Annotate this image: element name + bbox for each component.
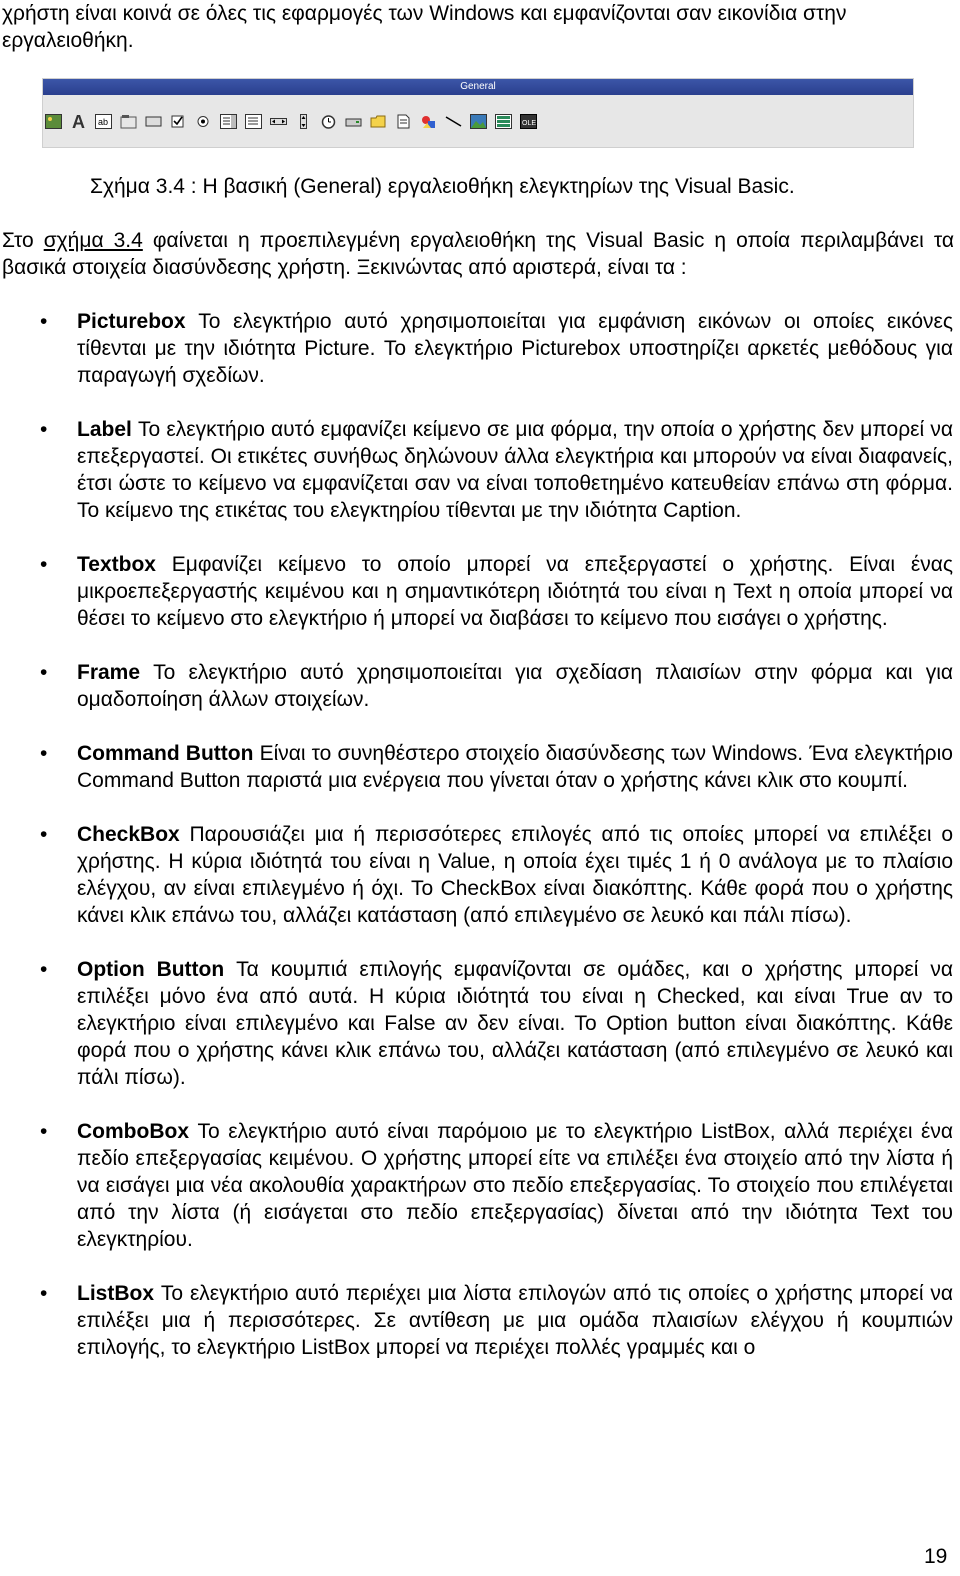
image-icon bbox=[470, 113, 487, 130]
list-item bbox=[0, 1118, 960, 1253]
label-icon: A bbox=[72, 111, 85, 132]
list-item bbox=[0, 1280, 960, 1361]
page-number: 19 bbox=[924, 1545, 948, 1568]
listbox-icon bbox=[245, 113, 262, 130]
item-term: ListBox bbox=[77, 1282, 155, 1305]
item-term: CheckBox bbox=[77, 823, 180, 846]
list-item bbox=[0, 416, 960, 524]
combobox-icon bbox=[220, 113, 237, 130]
checkbox-icon bbox=[170, 113, 187, 130]
line-icon bbox=[445, 113, 462, 130]
toolbox-icons bbox=[45, 113, 545, 130]
data-icon bbox=[495, 113, 512, 130]
option-button-icon bbox=[195, 113, 212, 130]
bullet-icon: • bbox=[40, 1120, 48, 1143]
file-icon bbox=[395, 113, 412, 130]
bullet-icon: • bbox=[40, 1282, 48, 1305]
item-term: Frame bbox=[77, 661, 141, 684]
list-item bbox=[0, 659, 960, 713]
bullet-icon: • bbox=[40, 418, 48, 441]
intro-paragraph bbox=[2, 227, 954, 281]
item-term: Textbox bbox=[77, 553, 156, 576]
figure-reference-link[interactable]: σχήμα 3.4 bbox=[43, 229, 143, 252]
item-description: Είναι το συνηθέστερο στοιχείο διασύνδεσης των Windows. Ένα ελεγκτήριο Command Button παριστά μια ενέργεια που γίνεται όταν ο χρήστης κάνει κλικ στο κουμπί. bbox=[77, 742, 953, 792]
controls-list bbox=[0, 308, 960, 1388]
toolbox-title: General bbox=[43, 79, 913, 95]
bullet-icon: • bbox=[40, 823, 48, 846]
shape-icon bbox=[420, 113, 437, 130]
item-description: Το ελεγκτήριο αυτό χρησιμοποιείται για σχεδίαση πλαισίων στην φόρμα και για ομαδοποίηση άλλων στοιχείων. bbox=[77, 661, 953, 711]
list-item bbox=[0, 956, 960, 1091]
item-description: Εμφανίζει κείμενο το οποίο μπορεί να επεξεργαστεί ο χρήστης. Είναι ένας μικροεπεξεργαστής κειμένου και η σημαντικότερη ιδιότητά του είναι η Text η οποία μπορεί να θέσει το κείμενο στο ελεγκτήριο ή μπορεί να διαβάσει το κείμενο που εισάγει ο χρήστης. bbox=[77, 553, 953, 630]
item-term: Picturebox bbox=[77, 310, 186, 333]
bullet-icon: • bbox=[40, 553, 48, 576]
item-description: Το ελεγκτήριο αυτό περιέχει μια λίστα επιλογών από τις οποίες ο χρήστης μπορεί να επιλέξει μια ή περισσότερες. Σε αντίθεση με μια ομάδα πλαισίων ελέγχου ή κουμπιών επιλογής, το ελεγκτήριο ListBox μπορεί να περιέχει πολλές γραμμές και ο bbox=[77, 1282, 953, 1359]
list-item bbox=[0, 740, 960, 794]
textbox-icon bbox=[95, 113, 112, 130]
ole-icon bbox=[520, 113, 537, 130]
frame-icon bbox=[120, 113, 137, 130]
list-item bbox=[0, 308, 960, 389]
drive-icon bbox=[345, 113, 362, 130]
item-term: Label bbox=[77, 418, 132, 441]
item-term: Command Button bbox=[77, 742, 254, 765]
item-term: ComboBox bbox=[77, 1120, 189, 1143]
item-description: Τα κουμπιά επιλογής εμφανίζονται σε ομάδες, και ο χρήστης μπορεί να επιλέξει μόνο ένα από αυτά. Η κύρια ιδιότητά του είναι η Checked, και είναι True αν το ελεγκτήριο είναι επιλεγμένο και False αν δεν είναι. Το Option button είναι διακόπτης. Κάθε φορά που ο χρήστης κάνει κλικ επάνω του, αλλάζει κατάσταση (από επιλεγμένο σε λευκό και πάλι πίσω). bbox=[77, 958, 953, 1089]
item-description: Το ελεγκτήριο αυτό εμφανίζει κείμενο σε μια φόρμα, την οποία ο χρήστης δεν μπορεί να επεξεργαστεί. Οι ετικέτες συνήθως δηλώνουν άλλα ελεγκτήρια και μπορούν να είναι διαφανείς, έτσι ώστε το κείμενο να εμφανίζεται σαν να είναι τοποθετημένο κατευθείαν επάνω στη φόρμα. Το κείμενο της ετικέτας του ελεγκτηρίου τίθενται με την ιδιότητα Caption. bbox=[77, 418, 953, 522]
toolbox-figure bbox=[42, 78, 914, 148]
hscroll-icon bbox=[270, 113, 287, 130]
bullet-icon: • bbox=[40, 661, 48, 684]
picture-icon bbox=[45, 113, 62, 130]
svg-text:ab: ab bbox=[98, 117, 109, 127]
figure-caption: Σχήμα 3.4 : Η βασική (General) εργαλειοθήκη ελεγκτηρίων της Visual Basic. bbox=[90, 175, 795, 198]
intro-text: χρήστη είναι κοινά σε όλες τις εφαρμογές των Windows και εμφανίζονται σαν εικονίδια στην εργαλειοθήκη. bbox=[2, 2, 847, 52]
item-description: Το ελεγκτήριο αυτό χρησιμοποιείται για εμφάνιση εικόνων οι οποίες εικόνες τίθενται με την ιδιότητα Picture. Το ελεγκτήριο Picturebox υποστηρίζει αρκετές μεθόδους για παραγωγή σχεδίων. bbox=[77, 310, 953, 387]
item-description: Το ελεγκτήριο αυτό είναι παρόμοιο με το ελεγκτήριο ListBox, αλλά περιέχει ένα πεδίο επεξεργασίας κειμένου. Ο χρήστης μπορεί είτε να επιλέξει ένα στοιχείο από την λίστα ή να εισάγει μια νέα ακολουθία χαρακτήρων στο πεδίο επεξεργασίας. Το στοιχείο που επιλέγεται από την λίστα (ή εισάγεται στο πεδίο επεξεργασίας) δίνεται από την ιδιότητα Text του ελεγκτηρίου. bbox=[77, 1120, 953, 1251]
svg-text:OLE: OLE bbox=[522, 120, 537, 127]
vscroll-icon bbox=[295, 113, 312, 130]
timer-icon bbox=[320, 113, 337, 130]
list-item bbox=[0, 821, 960, 929]
paragraph-rest: φαίνεται η προεπιλεγμένη εργαλειοθήκη της Visual Basic η οποία περιλαμβάνει τα βασικά στοιχεία διασύνδεσης χρήστη. Ξεκινώντας από αριστερά, είναι τα : bbox=[2, 229, 954, 279]
item-term: Option Button bbox=[77, 958, 225, 981]
command-button-icon bbox=[145, 113, 162, 130]
bullet-icon: • bbox=[40, 310, 48, 333]
bullet-icon: • bbox=[40, 958, 48, 981]
list-item bbox=[0, 551, 960, 632]
item-description: Παρουσιάζει μια ή περισσότερες επιλογές από τις οποίες μπορεί να επιλέξει ο χρήστης. Η κύρια ιδιότητά του είναι η Value, η οποία έχει τιμές 1 ή 0 ανάλογα με το πλαίσιο ελέγχου, αν είναι επιλεγμένο ή όχι. Το CheckBox είναι διακόπτης. Κάθε φορά που ο χρήστης κάνει κλικ επάνω του, αλλάζει κατάσταση (από επιλεγμένο σε λευκό και πάλι πίσω). bbox=[77, 823, 953, 927]
paragraph-start: Στο bbox=[2, 229, 44, 252]
dir-icon bbox=[370, 113, 387, 130]
bullet-icon: • bbox=[40, 742, 48, 765]
